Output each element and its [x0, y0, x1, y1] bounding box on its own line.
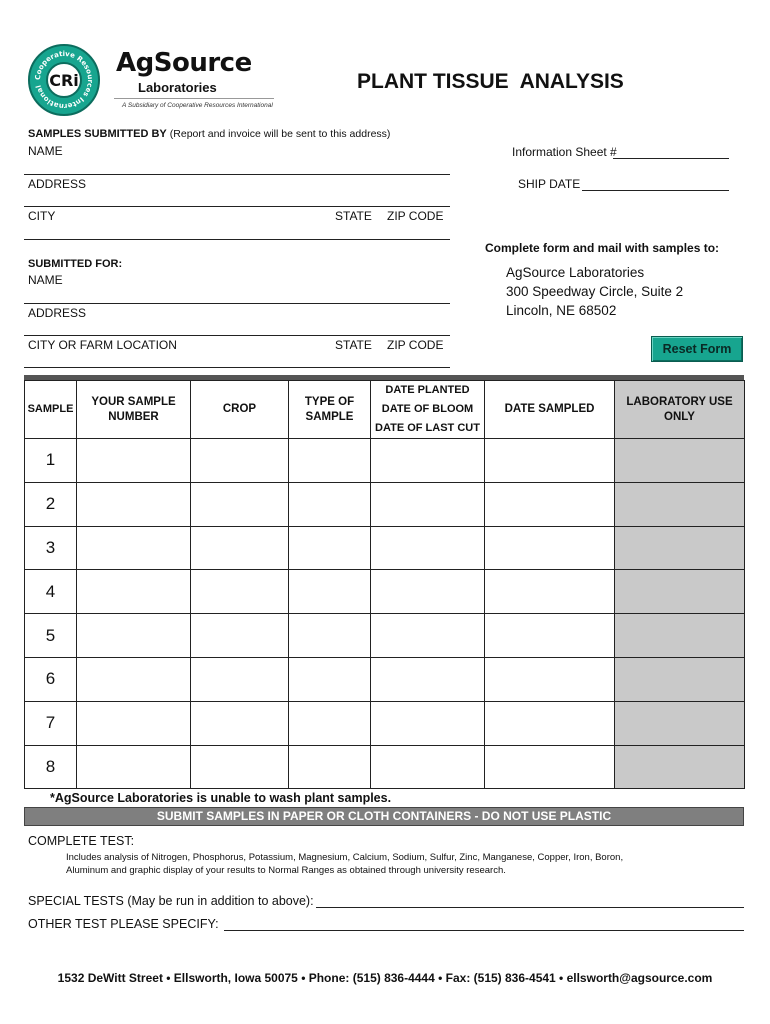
- sample-number-cell: 7: [25, 701, 77, 745]
- crop-cell[interactable]: [191, 657, 289, 701]
- mail-address-line1: AgSource Laboratories: [506, 265, 645, 280]
- sample-number-cell: 8: [25, 745, 77, 789]
- lab-use-cell: [615, 526, 745, 570]
- mail-address-line2: 300 Speedway Circle, Suite 2: [506, 284, 684, 299]
- col-header-your-sample-line1: YOUR SAMPLE: [91, 395, 176, 408]
- submitted-for-address-field[interactable]: [24, 335, 450, 336]
- table-header-row: [25, 381, 745, 439]
- type-of-sample-cell[interactable]: [289, 701, 371, 745]
- seal-initials: CRi: [46, 62, 82, 98]
- type-of-sample-cell[interactable]: [289, 745, 371, 789]
- type-of-sample-cell[interactable]: [289, 482, 371, 526]
- col-header-lab-line2: ONLY: [664, 410, 695, 423]
- other-test-field[interactable]: [224, 930, 744, 931]
- brand-name: AgSource: [116, 48, 252, 78]
- subsidiary-text: A Subsidiary of Cooperative Resources International: [122, 102, 273, 109]
- submitted-for-heading: SUBMITTED FOR:: [28, 258, 123, 270]
- date-cell[interactable]: [371, 701, 485, 745]
- your-sample-number-cell[interactable]: [77, 657, 191, 701]
- ship-date-field[interactable]: [582, 190, 729, 191]
- cri-seal-logo: [28, 44, 100, 116]
- col-header-date-bloom: DATE OF BLOOM: [381, 403, 474, 415]
- col-header-type-line1: TYPE OF: [304, 395, 355, 408]
- sample-number-cell: 3: [25, 526, 77, 570]
- crop-cell[interactable]: [191, 526, 289, 570]
- complete-test-desc-line1: Includes analysis of Nitrogen, Phosphorus, Potassium, Magnesium, Calcium, Sodium, Sulfur, Zinc, Manganese, Copper, Iron, Boron,: [66, 852, 624, 863]
- sample-number-cell: 6: [25, 657, 77, 701]
- your-sample-number-cell[interactable]: [77, 439, 191, 483]
- col-header-your-sample-number: [77, 381, 191, 439]
- sample-number-cell: 5: [25, 614, 77, 658]
- table-row: [25, 439, 745, 483]
- col-header-type-of-sample: [289, 381, 371, 439]
- lab-use-cell: [615, 745, 745, 789]
- type-of-sample-cell[interactable]: [289, 570, 371, 614]
- table-row: [25, 745, 745, 789]
- date-cell[interactable]: [371, 439, 485, 483]
- submitted-by-name-field[interactable]: [24, 174, 450, 175]
- date-sampled-cell[interactable]: [485, 701, 615, 745]
- mail-address-line3: Lincoln, NE 68502: [506, 303, 617, 318]
- date-sampled-cell[interactable]: [485, 745, 615, 789]
- your-sample-number-cell[interactable]: [77, 570, 191, 614]
- info-sheet-field[interactable]: [613, 158, 729, 159]
- complete-test-desc-line2: Aluminum and graphic display of your results to Normal Ranges as obtained through university research.: [66, 865, 506, 876]
- crop-cell[interactable]: [191, 482, 289, 526]
- submitted-for-city-label: CITY OR FARM LOCATION: [28, 338, 177, 352]
- your-sample-number-cell[interactable]: [77, 614, 191, 658]
- lab-use-cell: [615, 570, 745, 614]
- col-header-sample: SAMPLE: [25, 381, 77, 439]
- table-row: [25, 657, 745, 701]
- col-header-date-sampled: DATE SAMPLED: [485, 381, 615, 439]
- info-sheet-label: Information Sheet #: [512, 145, 617, 159]
- ship-date-label: SHIP DATE: [518, 177, 581, 191]
- type-of-sample-cell[interactable]: [289, 614, 371, 658]
- col-header-dates: [371, 381, 485, 439]
- table-row: [25, 482, 745, 526]
- your-sample-number-cell[interactable]: [77, 526, 191, 570]
- submitted-for-name-label: NAME: [28, 273, 63, 287]
- submitted-by-address-label: ADDRESS: [28, 177, 87, 191]
- sample-rows: [25, 439, 745, 789]
- submitted-for-name-field[interactable]: [24, 303, 450, 304]
- reset-form-button[interactable]: Reset Form: [651, 336, 743, 362]
- crop-cell[interactable]: [191, 745, 289, 789]
- crop-cell[interactable]: [191, 701, 289, 745]
- submitted-by-heading-row: [28, 128, 390, 140]
- svg-text:Cooperative Resources Internat: Cooperative Resources International: [34, 50, 94, 110]
- date-sampled-cell[interactable]: [485, 526, 615, 570]
- logo-rule: [114, 98, 274, 99]
- submitted-for-address-label: ADDRESS: [28, 306, 87, 320]
- crop-cell[interactable]: [191, 614, 289, 658]
- your-sample-number-cell[interactable]: [77, 701, 191, 745]
- submitted-by-zip-label: ZIP CODE: [387, 209, 444, 223]
- footer-address: 1532 DeWitt Street • Ellsworth, Iowa 50075 • Phone: (515) 836-4444 • Fax: (515) 836-4541 • ellsworth@agsource.com: [57, 971, 713, 985]
- mail-heading: Complete form and mail with samples to:: [485, 241, 720, 255]
- submitted-for-city-field[interactable]: [24, 367, 450, 368]
- submitted-by-heading: SAMPLES SUBMITTED BY: [28, 128, 167, 140]
- lab-use-cell: [615, 439, 745, 483]
- type-of-sample-cell[interactable]: [289, 526, 371, 570]
- special-tests-label: SPECIAL TESTS (May be run in addition to above):: [28, 894, 314, 908]
- date-sampled-cell[interactable]: [485, 570, 615, 614]
- type-of-sample-cell[interactable]: [289, 439, 371, 483]
- brand-subtitle: Laboratories: [138, 80, 217, 95]
- lab-use-cell: [615, 701, 745, 745]
- date-cell[interactable]: [371, 614, 485, 658]
- submitted-by-address-field[interactable]: [24, 206, 450, 207]
- date-cell[interactable]: [371, 570, 485, 614]
- sample-number-cell: 1: [25, 439, 77, 483]
- table-row: [25, 614, 745, 658]
- sample-number-cell: 4: [25, 570, 77, 614]
- date-sampled-cell[interactable]: [485, 482, 615, 526]
- col-header-your-sample-line2: NUMBER: [108, 410, 159, 423]
- crop-cell[interactable]: [191, 439, 289, 483]
- type-of-sample-cell[interactable]: [289, 657, 371, 701]
- submitted-by-note: (Report and invoice will be sent to this address): [169, 128, 391, 140]
- wash-note: *AgSource Laboratories is unable to wash plant samples.: [50, 791, 392, 805]
- special-tests-field[interactable]: [316, 907, 744, 908]
- crop-cell[interactable]: [191, 570, 289, 614]
- table-row: [25, 526, 745, 570]
- submitted-for-zip-label: ZIP CODE: [387, 338, 444, 352]
- date-cell[interactable]: [371, 657, 485, 701]
- your-sample-number-cell[interactable]: [77, 482, 191, 526]
- lab-use-cell: [615, 482, 745, 526]
- submitted-by-city-field[interactable]: [24, 239, 450, 240]
- date-sampled-cell[interactable]: [485, 657, 615, 701]
- page-title: PLANT TISSUE ANALYSIS: [357, 70, 624, 93]
- date-sampled-cell[interactable]: [485, 614, 615, 658]
- submitted-by-city-label: CITY: [28, 209, 56, 223]
- date-cell[interactable]: [371, 526, 485, 570]
- col-header-date-last-cut: DATE OF LAST CUT: [375, 422, 480, 434]
- submitted-by-name-label: NAME: [28, 144, 63, 158]
- sample-table: [24, 380, 745, 789]
- col-header-lab-use: [615, 381, 745, 439]
- lab-use-cell: [615, 614, 745, 658]
- date-sampled-cell[interactable]: [485, 439, 615, 483]
- submitted-by-state-label: STATE: [335, 209, 372, 223]
- table-row: [25, 701, 745, 745]
- col-header-date-planted: DATE PLANTED: [385, 384, 470, 396]
- col-header-lab-line1: LABORATORY USE: [626, 395, 733, 408]
- col-header-crop: CROP: [191, 381, 289, 439]
- submitted-for-state-label: STATE: [335, 338, 372, 352]
- col-header-type-line2: SAMPLE: [305, 410, 354, 423]
- complete-test-label: COMPLETE TEST:: [28, 834, 135, 848]
- containers-banner: SUBMIT SAMPLES IN PAPER OR CLOTH CONTAINERS - DO NOT USE PLASTIC: [24, 807, 744, 826]
- table-row: [25, 570, 745, 614]
- date-cell[interactable]: [371, 482, 485, 526]
- date-cell[interactable]: [371, 745, 485, 789]
- other-test-label: OTHER TEST PLEASE SPECIFY:: [28, 917, 219, 931]
- your-sample-number-cell[interactable]: [77, 745, 191, 789]
- sample-number-cell: 2: [25, 482, 77, 526]
- lab-use-cell: [615, 657, 745, 701]
